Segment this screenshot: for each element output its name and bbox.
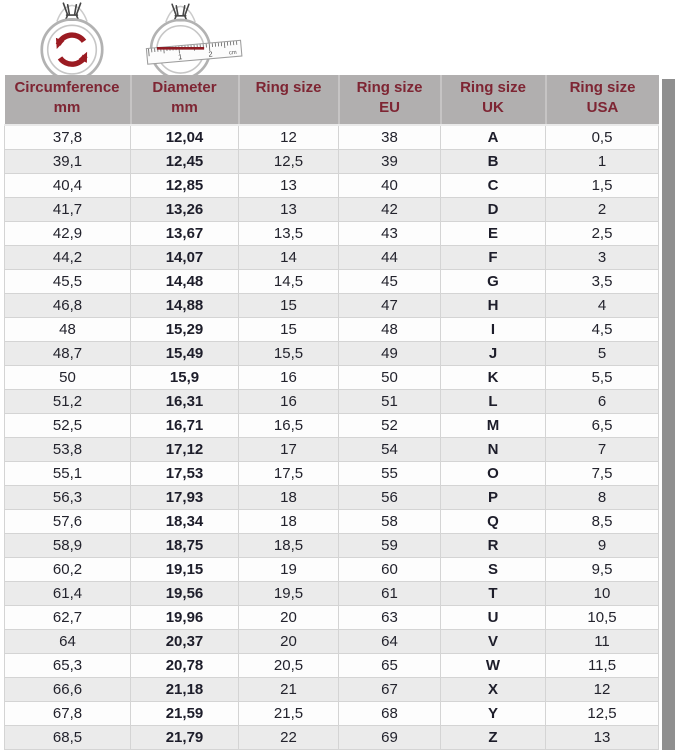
table-cell: 39 xyxy=(339,150,441,174)
table-cell: C xyxy=(441,174,546,198)
column-unit: EU xyxy=(379,99,400,116)
table-cell: 11,5 xyxy=(546,654,659,678)
table-cell: 17,12 xyxy=(131,438,239,462)
table-cell: 17 xyxy=(239,438,339,462)
table-cell: 18,34 xyxy=(131,510,239,534)
table-cell: 21 xyxy=(239,678,339,702)
table-cell: F xyxy=(441,246,546,270)
column-unit: USA xyxy=(586,99,619,116)
table-cell: 16,71 xyxy=(131,414,239,438)
table-cell: 19,15 xyxy=(131,558,239,582)
column-header-ring-size-usa xyxy=(546,75,659,125)
table-cell: I xyxy=(441,318,546,342)
table-cell: 64 xyxy=(339,630,441,654)
table-row xyxy=(5,702,659,726)
table-cell: 52,5 xyxy=(5,414,131,438)
ring-size-table-wrap xyxy=(4,75,658,750)
column-unit: mm xyxy=(171,99,198,116)
table-cell: 58,9 xyxy=(5,534,131,558)
table-cell: 57,6 xyxy=(5,510,131,534)
table-row xyxy=(5,174,659,198)
table-cell: 59 xyxy=(339,534,441,558)
ruler-graphic xyxy=(146,40,242,64)
table-cell: 14,48 xyxy=(131,270,239,294)
table-row xyxy=(5,366,659,390)
table-cell: 45 xyxy=(339,270,441,294)
table-row xyxy=(5,462,659,486)
table-cell: 50 xyxy=(339,366,441,390)
column-label: Ring size xyxy=(356,79,423,96)
ruler-number-2: 2 xyxy=(208,49,213,59)
table-row xyxy=(5,246,659,270)
table-row xyxy=(5,318,659,342)
table-cell: 13 xyxy=(546,726,659,750)
table-cell: 15,29 xyxy=(131,318,239,342)
table-cell: U xyxy=(441,606,546,630)
table-cell: 9 xyxy=(546,534,659,558)
table-cell: 62,7 xyxy=(5,606,131,630)
table-row xyxy=(5,270,659,294)
table-cell: 68,5 xyxy=(5,726,131,750)
table-cell: 39,1 xyxy=(5,150,131,174)
table-cell: E xyxy=(441,222,546,246)
table-cell: 48 xyxy=(339,318,441,342)
table-cell: 12,85 xyxy=(131,174,239,198)
table-cell: 50 xyxy=(5,366,131,390)
table-cell: 13,26 xyxy=(131,198,239,222)
table-cell: 53,8 xyxy=(5,438,131,462)
table-cell: 19,96 xyxy=(131,606,239,630)
ring-size-conversion-table xyxy=(4,75,659,750)
table-cell: 10,5 xyxy=(546,606,659,630)
column-label: Ring size xyxy=(460,79,526,96)
table-row xyxy=(5,654,659,678)
table-cell: 42 xyxy=(339,198,441,222)
table-cell: 21,18 xyxy=(131,678,239,702)
table-cell: 38 xyxy=(339,125,441,150)
table-cell: 12,5 xyxy=(546,702,659,726)
table-cell: 6 xyxy=(546,390,659,414)
table-cell: 20 xyxy=(239,630,339,654)
table-cell: 0,5 xyxy=(546,125,659,150)
table-cell: 44,2 xyxy=(5,246,131,270)
table-cell: 14,07 xyxy=(131,246,239,270)
table-cell: 58 xyxy=(339,510,441,534)
table-cell: 16 xyxy=(239,390,339,414)
table-cell: 2 xyxy=(546,198,659,222)
table-cell: V xyxy=(441,630,546,654)
table-cell: 56,3 xyxy=(5,486,131,510)
table-cell: 48 xyxy=(5,318,131,342)
table-row xyxy=(5,294,659,318)
column-label: Ring size xyxy=(569,79,636,96)
table-row xyxy=(5,125,659,150)
table-cell: 19 xyxy=(239,558,339,582)
table-cell: 45,5 xyxy=(5,270,131,294)
table-cell: 67,8 xyxy=(5,702,131,726)
table-cell: 7 xyxy=(546,438,659,462)
table-row xyxy=(5,510,659,534)
table-cell: 3,5 xyxy=(546,270,659,294)
table-cell: 12 xyxy=(546,678,659,702)
table-cell: 13 xyxy=(239,174,339,198)
table-cell: J xyxy=(441,342,546,366)
table-cell: 63 xyxy=(339,606,441,630)
table-cell: 5 xyxy=(546,342,659,366)
table-cell: 13,67 xyxy=(131,222,239,246)
table-cell: N xyxy=(441,438,546,462)
table-cell: 61 xyxy=(339,582,441,606)
table-cell: 40 xyxy=(339,174,441,198)
table-row xyxy=(5,486,659,510)
table-cell: 11 xyxy=(546,630,659,654)
table-cell: 66,6 xyxy=(5,678,131,702)
table-row xyxy=(5,534,659,558)
table-cell: T xyxy=(441,582,546,606)
table-cell: 12,45 xyxy=(131,150,239,174)
table-cell: 41,7 xyxy=(5,198,131,222)
column-label: Ring size xyxy=(255,79,322,96)
column-header-circumference xyxy=(5,75,131,125)
table-cell: 17,93 xyxy=(131,486,239,510)
table-cell: 15,5 xyxy=(239,342,339,366)
table-cell: 1 xyxy=(546,150,659,174)
table-row xyxy=(5,414,659,438)
table-row xyxy=(5,606,659,630)
table-cell: 5,5 xyxy=(546,366,659,390)
table-cell: 20,37 xyxy=(131,630,239,654)
measurement-illustrations xyxy=(0,0,676,76)
table-cell: P xyxy=(441,486,546,510)
table-cell: 3 xyxy=(546,246,659,270)
table-cell: 4,5 xyxy=(546,318,659,342)
table-cell: 21,59 xyxy=(131,702,239,726)
table-cell: 60,2 xyxy=(5,558,131,582)
table-header xyxy=(5,75,659,125)
table-cell: 40,4 xyxy=(5,174,131,198)
table-cell: 65 xyxy=(339,654,441,678)
table-cell: 19,5 xyxy=(239,582,339,606)
table-cell: 54 xyxy=(339,438,441,462)
table-cell: 1,5 xyxy=(546,174,659,198)
column-header-ring-size-uk xyxy=(441,75,546,125)
table-cell: 44 xyxy=(339,246,441,270)
column-header-diameter xyxy=(131,75,239,125)
table-cell: 4 xyxy=(546,294,659,318)
column-header-ring-size-eu xyxy=(339,75,441,125)
table-cell: 8,5 xyxy=(546,510,659,534)
header-row xyxy=(5,75,659,125)
table-cell: 14,88 xyxy=(131,294,239,318)
ruler-number-1: 1 xyxy=(177,52,183,62)
table-cell: G xyxy=(441,270,546,294)
table-cell: 21,5 xyxy=(239,702,339,726)
table-row xyxy=(5,630,659,654)
table-cell: 55,1 xyxy=(5,462,131,486)
table-cell: Y xyxy=(441,702,546,726)
table-cell: M xyxy=(441,414,546,438)
table-row xyxy=(5,438,659,462)
table-cell: X xyxy=(441,678,546,702)
table-cell: 10 xyxy=(546,582,659,606)
column-label: Diameter xyxy=(152,79,217,96)
table-cell: D xyxy=(441,198,546,222)
table-cell: 15 xyxy=(239,294,339,318)
table-cell: 15,9 xyxy=(131,366,239,390)
table-cell: 56 xyxy=(339,486,441,510)
table-cell: 7,5 xyxy=(546,462,659,486)
table-cell: R xyxy=(441,534,546,558)
table-cell: 12,04 xyxy=(131,125,239,150)
table-cell: S xyxy=(441,558,546,582)
table-row xyxy=(5,390,659,414)
table-row xyxy=(5,150,659,174)
column-label: Circumference xyxy=(14,79,120,96)
table-cell: Q xyxy=(441,510,546,534)
table-cell: 42,9 xyxy=(5,222,131,246)
table-cell: 21,79 xyxy=(131,726,239,750)
table-cell: 13,5 xyxy=(239,222,339,246)
table-cell: 20 xyxy=(239,606,339,630)
table-cell: 48,7 xyxy=(5,342,131,366)
table-cell: 14 xyxy=(239,246,339,270)
table-cell: W xyxy=(441,654,546,678)
column-header-ring-size xyxy=(239,75,339,125)
table-cell: 18,75 xyxy=(131,534,239,558)
table-cell: 67 xyxy=(339,678,441,702)
table-row xyxy=(5,198,659,222)
table-cell: 20,5 xyxy=(239,654,339,678)
table-cell: 61,4 xyxy=(5,582,131,606)
table-cell: 64 xyxy=(5,630,131,654)
table-body xyxy=(5,125,659,750)
table-row xyxy=(5,342,659,366)
table-cell: 17,5 xyxy=(239,462,339,486)
table-cell: 46,8 xyxy=(5,294,131,318)
ring-diameter-ruler-icon xyxy=(128,1,254,81)
table-row xyxy=(5,582,659,606)
table-cell: 15,49 xyxy=(131,342,239,366)
table-cell: 12 xyxy=(239,125,339,150)
table-cell: 68 xyxy=(339,702,441,726)
table-row xyxy=(5,726,659,750)
table-cell: K xyxy=(441,366,546,390)
table-cell: L xyxy=(441,390,546,414)
table-cell: 16 xyxy=(239,366,339,390)
table-cell: 15 xyxy=(239,318,339,342)
table-row xyxy=(5,222,659,246)
table-cell: 17,53 xyxy=(131,462,239,486)
table-cell: A xyxy=(441,125,546,150)
table-cell: 22 xyxy=(239,726,339,750)
column-unit: UK xyxy=(482,99,504,116)
table-cell: 16,31 xyxy=(131,390,239,414)
scroll-shadow xyxy=(662,79,675,750)
table-cell: 18 xyxy=(239,486,339,510)
table-cell: 14,5 xyxy=(239,270,339,294)
table-cell: 60 xyxy=(339,558,441,582)
table-cell: 37,8 xyxy=(5,125,131,150)
table-cell: 9,5 xyxy=(546,558,659,582)
table-row xyxy=(5,678,659,702)
table-cell: 8 xyxy=(546,486,659,510)
table-cell: 51,2 xyxy=(5,390,131,414)
table-cell: O xyxy=(441,462,546,486)
table-cell: 2,5 xyxy=(546,222,659,246)
table-cell: 69 xyxy=(339,726,441,750)
table-cell: 13 xyxy=(239,198,339,222)
table-cell: B xyxy=(441,150,546,174)
table-cell: 43 xyxy=(339,222,441,246)
table-cell: 12,5 xyxy=(239,150,339,174)
table-cell: 49 xyxy=(339,342,441,366)
column-unit: mm xyxy=(53,99,81,116)
table-cell: 20,78 xyxy=(131,654,239,678)
ruler-unit-label: cm xyxy=(228,49,237,57)
table-cell: 51 xyxy=(339,390,441,414)
table-cell: 18 xyxy=(239,510,339,534)
ring-circumference-icon xyxy=(18,1,126,81)
table-cell: Z xyxy=(441,726,546,750)
table-cell: 18,5 xyxy=(239,534,339,558)
table-cell: 47 xyxy=(339,294,441,318)
table-cell: 52 xyxy=(339,414,441,438)
table-cell: 19,56 xyxy=(131,582,239,606)
table-cell: H xyxy=(441,294,546,318)
table-cell: 6,5 xyxy=(546,414,659,438)
table-cell: 16,5 xyxy=(239,414,339,438)
table-row xyxy=(5,558,659,582)
table-cell: 55 xyxy=(339,462,441,486)
table-cell: 65,3 xyxy=(5,654,131,678)
